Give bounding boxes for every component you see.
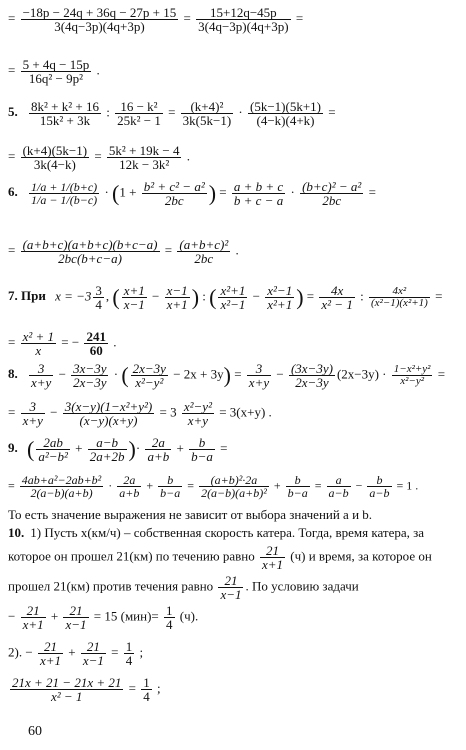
conclusion-text: То есть значение выражения не зависит от выбора значений a и b. — [8, 507, 373, 522]
problem-5-line-1: 5. $\frac{\text{8k² + k² + 16}}{\text{15k² + 3k}}$ : $\frac{\text{16 − k²}}{\text{25k² − 1}}$ = $\frac{\text{(k+4)²}}{3k(5k-1)}$ · $\frac{(5k-1)(5k+1)}{(4-k)(4+k)}$ = — [8, 99, 336, 128]
equation-line-1: = $\frac{-18p - 24q + 36q - 27p + 15}{3(4q-3p)(4q+3p)}$ = $\frac{15+12q-45p}{3(4q-3p)(4q+3p)}$ = — [8, 5, 304, 34]
fraction: $\frac{15+12q-45p}{3(4q-3p)(4q+3p)}$ — [198, 5, 289, 34]
problem-10-text-2: которое он прошел 21(км) по течению равно $\frac{21}{x+1}$ (ч) и время, за которое он — [8, 543, 432, 572]
fraction: $\frac{5 + 4q - 15p}{\text{16q² − 9p²}}$ — [22, 57, 90, 86]
problem-8-line-2: = $\frac{3}{x+y}$ − $\frac{\text{3(x−y)(1−x²+y²)}}{(x-y)(x+y)}$ = 3 $\frac{\text{x²−y²}}{x+y}$ = 3(x+y) . — [8, 399, 272, 428]
page-number: 60 — [28, 724, 42, 739]
problem-10-equation-2: 2). − $\frac{21}{x+1}$ + $\frac{21}{x-1}$ = $\frac{1}{4}$ ; — [8, 639, 144, 668]
problem-6-line-2: = $\frac{(a+b+c)(a+b+c)(b+c-a)}{2bc(b+c-a)}$ = $\frac{\text{(a+b+c)²}}{2bc}$ . — [8, 237, 239, 266]
problem-7-line-1: 7. При x = −3 $\frac{3}{4}$ , ( $\frac{x+1}{x-1}$ − $\frac{x-1}{x+1}$ ) : ( $\frac{\text{x²+1}}{\text{x²−1}}$ − $\frac{\text{x²−1}}{\text{x²+1}}$ ) = $\frac{4x}{\text{x² − 1}}$ : $\frac{\text{4x²}}{\text{(x²−1)(x²+1)}}$ = — [8, 283, 443, 312]
problem-6-line-1: 6. $\frac{1/a + 1/(b+c)}{1/a - 1/(b-c)}$ · (1 + $\frac{\text{b² + c² − a²}}{2bc}$ ) = $\frac{a + b + c}{b + c - a}$ · $\frac{\text{(b+c)² − a²}}{2bc}$ = — [8, 179, 376, 208]
problem-10-equation-3: $\frac{21x + 21 - 21x + 21}{\text{x² − 1}}$ = $\frac{1}{4}$ ; — [12, 675, 161, 704]
problem-9-line-2: = $\frac{\text{4ab+a²−2ab+b²}}{2(a-b)(a+b)}$ · $\frac{2a}{a+b}$ + $\frac{b}{b-a}$ = $\frac{\text{(a+b)²·2a}}{\text{2(a−b)(a+b)²}}$ + $\frac{b}{b-a}$ = $\frac{a}{a-b}$ − $\frac{b}{a-b}$ = 1 . — [8, 473, 419, 500]
problem-9-line-1: 9. ( $\frac{2ab}{\text{a²−b²}}$ + $\frac{a-b}{2a+2b}$ )· $\frac{2a}{a+b}$ + $\frac{b}{b-a}$ = — [8, 435, 228, 464]
problem-7-line-2: = $\frac{\text{x² + 1}}{x}$ = − $\frac{241}{60}$ . — [8, 329, 117, 358]
problem-8-line-1: 8. $\frac{3}{x+y}$ − $\frac{3x-3y}{2x-3y}$ · ( $\frac{2x-3y}{\text{x²−y²}}$ − 2x + 3y) = $\frac{3}{x+y}$ − $\frac{(3x-3y)}{2x-3y}$ (2x−3y) · $\frac{\text{1−x²+y²}}{\text{x²−y²}}$ = — [8, 361, 446, 390]
equation-line-2: = $\frac{5 + 4q - 15p}{\text{16q² − 9p²}}$ . — [8, 57, 100, 86]
problem-10-equation-1: − $\frac{21}{x+1}$ + $\frac{21}{x-1}$ = 15 (мин)= $\frac{1}{4}$ (ч). — [8, 603, 199, 632]
fraction: $\frac{-18p - 24q + 36q - 27p + 15}{3(4q-3p)(4q+3p)}$ — [22, 5, 177, 34]
problem-5-line-2: = $\frac{(k+4)(5k-1)}{3k(4-k)}$ = $\frac{\text{5k² + 19k − 4}}{\text{12k − 3k²}}$ . — [8, 143, 190, 172]
problem-10-text-3: прошел 21(км) против течения равно $\frac{21}{x-1}$ . По условию задачи — [8, 573, 359, 602]
problem-10-text-1: 10. 1) Пусть x(км/ч) – собственная скорость катера. Тогда, время катера, за — [8, 525, 425, 540]
